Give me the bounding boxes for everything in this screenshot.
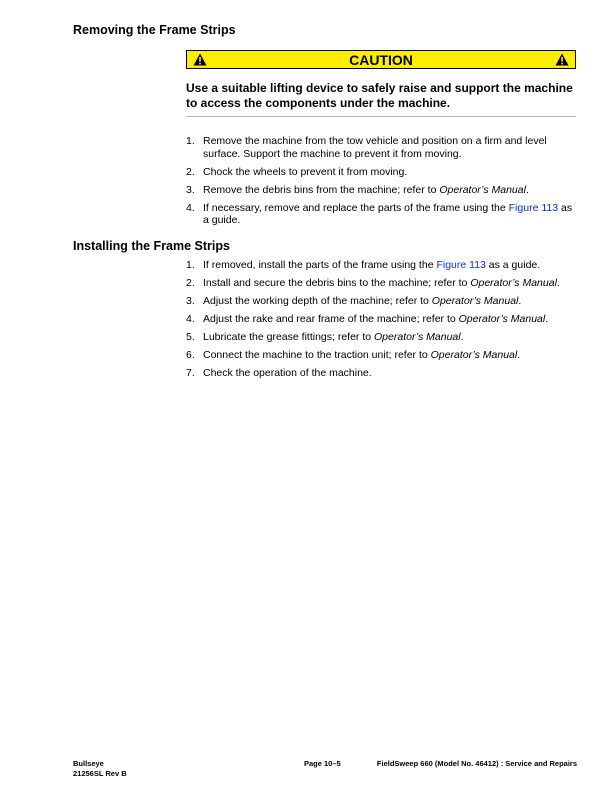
step-text-end: . xyxy=(545,313,549,325)
manual-reference: Operator’s Manual xyxy=(430,349,518,361)
footer-product: Bullseye xyxy=(73,759,104,768)
step-text-end: as a guide. xyxy=(485,259,541,271)
installation-steps xyxy=(186,259,578,385)
step-number: 3. xyxy=(186,295,195,307)
step-number: 1. xyxy=(186,135,195,147)
manual-reference: Operator’s Manual xyxy=(439,183,526,196)
list-item xyxy=(186,277,578,290)
step-number: 4. xyxy=(186,201,195,214)
caution-label: CAUTION xyxy=(349,52,413,68)
step-text-end: . xyxy=(525,183,529,196)
removal-steps xyxy=(186,135,578,232)
manual-reference: Operator’s Manual xyxy=(458,313,546,325)
step-text: Remove the debris bins from the machine; refer to xyxy=(203,183,440,196)
step-text: Install and secure the debris bins to the machine; refer to xyxy=(203,277,471,289)
list-item xyxy=(186,295,578,308)
manual-reference: Operator’s Manual xyxy=(374,331,461,343)
step-number: 4. xyxy=(186,313,195,325)
step-number: 2. xyxy=(186,165,195,178)
list-item xyxy=(186,184,578,197)
step-text: Adjust the rake and rear frame of the machine; refer to xyxy=(203,313,459,325)
footer-doc-number: 21256SL Rev B xyxy=(73,769,127,778)
step-text: Connect the machine to the traction unit; refer to xyxy=(203,349,431,361)
list-item xyxy=(186,259,578,272)
step-number: 3. xyxy=(186,183,195,196)
section-title-installing: Installing the Frame Strips xyxy=(73,239,230,253)
step-text-end: . xyxy=(460,331,464,343)
list-item xyxy=(186,202,578,227)
list-item xyxy=(186,166,578,179)
step-text-end: . xyxy=(518,295,522,307)
step-text: Check the operation of the machine. xyxy=(203,367,372,379)
step-number: 2. xyxy=(186,277,195,289)
manual-reference: Operator’s Manual xyxy=(470,277,557,289)
step-text-end: . xyxy=(556,277,560,289)
list-item xyxy=(186,313,578,326)
list-item xyxy=(186,135,578,160)
warning-triangle-icon xyxy=(555,53,569,66)
divider xyxy=(186,116,576,117)
step-number: 5. xyxy=(186,331,195,343)
list-item xyxy=(186,331,578,344)
step-text: If necessary, remove and replace the parts of the frame using the xyxy=(203,201,509,214)
step-text: Chock the wheels to prevent it from moving. xyxy=(203,165,408,178)
page-number: Page 10–5 xyxy=(304,759,341,768)
list-item xyxy=(186,349,578,362)
footer-left xyxy=(73,759,127,779)
section-title-removing: Removing the Frame Strips xyxy=(73,23,236,37)
step-number: 7. xyxy=(186,367,195,379)
step-text: If removed, install the parts of the frame using the xyxy=(203,259,437,271)
step-text: Remove the machine from the tow vehicle and position on a firm and level surface. Support the machine to prevent it from moving. xyxy=(203,135,547,160)
step-text-end: . xyxy=(517,349,521,361)
step-number: 1. xyxy=(186,259,195,271)
step-text: Lubricate the grease fittings; refer to xyxy=(203,331,375,343)
figure-link[interactable]: Figure 113 xyxy=(436,259,486,271)
list-item xyxy=(186,367,578,380)
figure-link[interactable]: Figure 113 xyxy=(508,201,559,214)
step-text: Adjust the working depth of the machine; refer to xyxy=(203,295,432,307)
footer-chapter: FieldSweep 660 (Model No. 46412) : Service and Repairs xyxy=(376,759,577,768)
step-text-end: as a guide. xyxy=(203,201,573,226)
caution-banner xyxy=(186,50,576,69)
manual-reference: Operator’s Manual xyxy=(431,295,519,307)
caution-text: Use a suitable lifting device to safely raise and support the machine to access the components under the machine. xyxy=(186,81,573,110)
step-number: 6. xyxy=(186,349,195,361)
